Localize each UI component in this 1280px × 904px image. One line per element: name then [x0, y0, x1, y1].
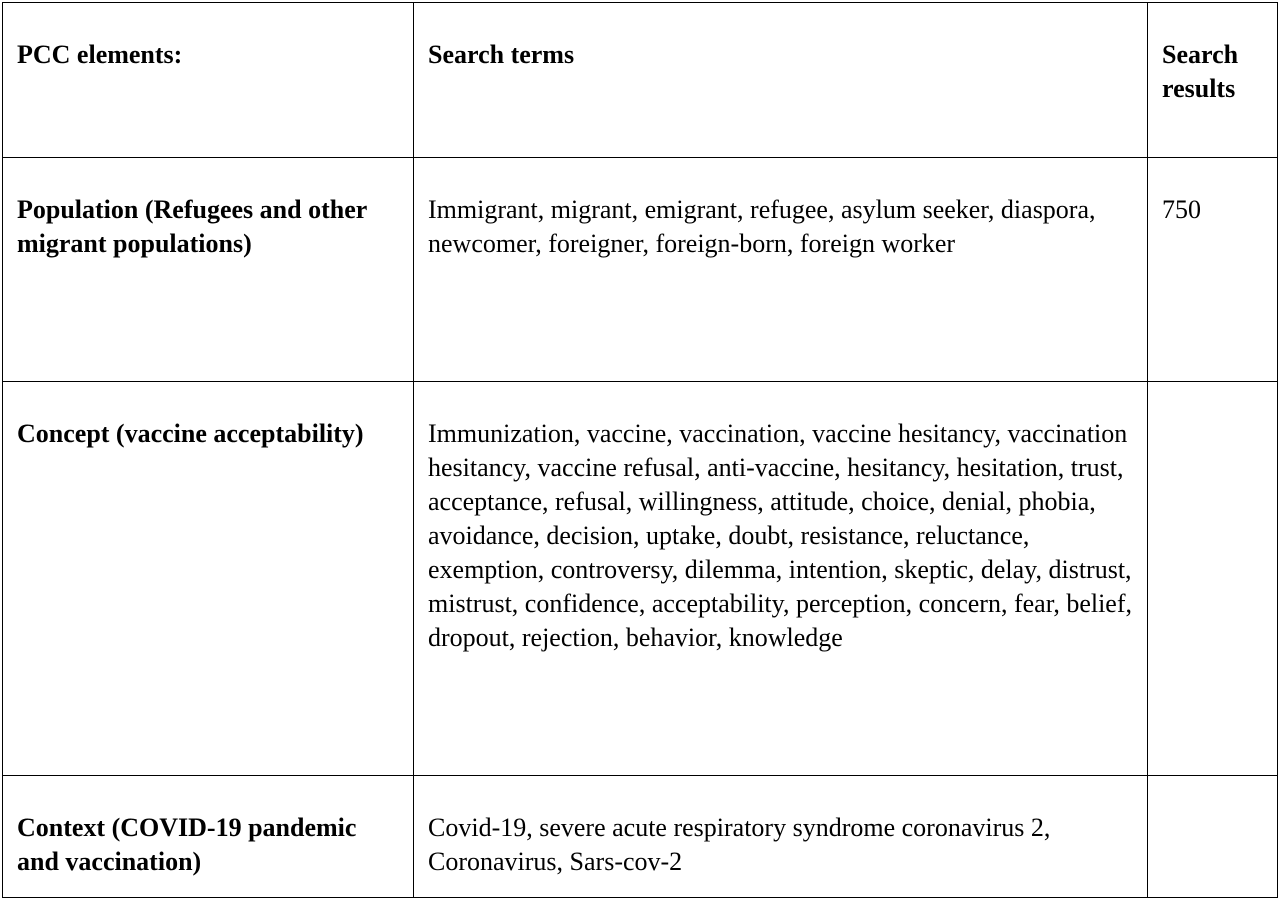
cell-concept-results [1148, 382, 1278, 776]
context-terms-text: Covid-19, severe acute respiratory syndrome coronavirus 2, Coronavirus, Sars-cov-2 [428, 813, 1051, 876]
cell-context-results [1148, 776, 1278, 898]
concept-results-value [1148, 382, 1277, 417]
table-row-context [3, 776, 1278, 898]
header-cell-search-terms [414, 3, 1148, 158]
population-results-value: 750 [1162, 195, 1201, 224]
concept-element-label: Concept (vaccine acceptability) [17, 419, 364, 448]
cell-population-terms [414, 158, 1148, 382]
header-search-results-label: Search results [1162, 40, 1239, 103]
header-search-terms-label: Search terms [428, 40, 575, 69]
header-cell-search-results [1148, 3, 1278, 158]
table-header-row [3, 3, 1278, 158]
cell-concept-terms [414, 382, 1148, 776]
cell-context-terms [414, 776, 1148, 898]
cell-concept-element [3, 382, 414, 776]
header-cell-pcc-elements [3, 3, 414, 158]
population-terms-text: Immigrant, migrant, emigrant, refugee, asylum seeker, diaspora, newcomer, foreigner, foreign-born, foreign worker [428, 195, 1096, 258]
table-row-concept [3, 382, 1278, 776]
cell-population-element [3, 158, 414, 382]
context-results-value [1148, 776, 1277, 811]
concept-terms-text: Immunization, vaccine, vaccination, vaccine hesitancy, vaccination hesitancy, vaccine refusal, anti-vaccine, hesitancy, hesitation, trust, acceptance, refusal, willingness, attitude, choice, denial, phobia, avoidance, decision, uptake, doubt, resistance, reluctance, exemption, controversy, dilemma, intention, skeptic, delay, distrust, mistrust, confidence, acceptability, perception, concern, fear, belief, dropout, rejection, behavior, knowledge [428, 419, 1133, 652]
population-element-label: Population (Refugees and other migrant populations) [17, 195, 367, 258]
context-element-label: Context (COVID-19 pandemic and vaccination) [17, 813, 357, 876]
cell-context-element [3, 776, 414, 898]
header-pcc-elements-label: PCC elements: [17, 40, 183, 69]
cell-population-results [1148, 158, 1278, 382]
table-row-population [3, 158, 1278, 382]
pcc-search-table [2, 2, 1278, 898]
